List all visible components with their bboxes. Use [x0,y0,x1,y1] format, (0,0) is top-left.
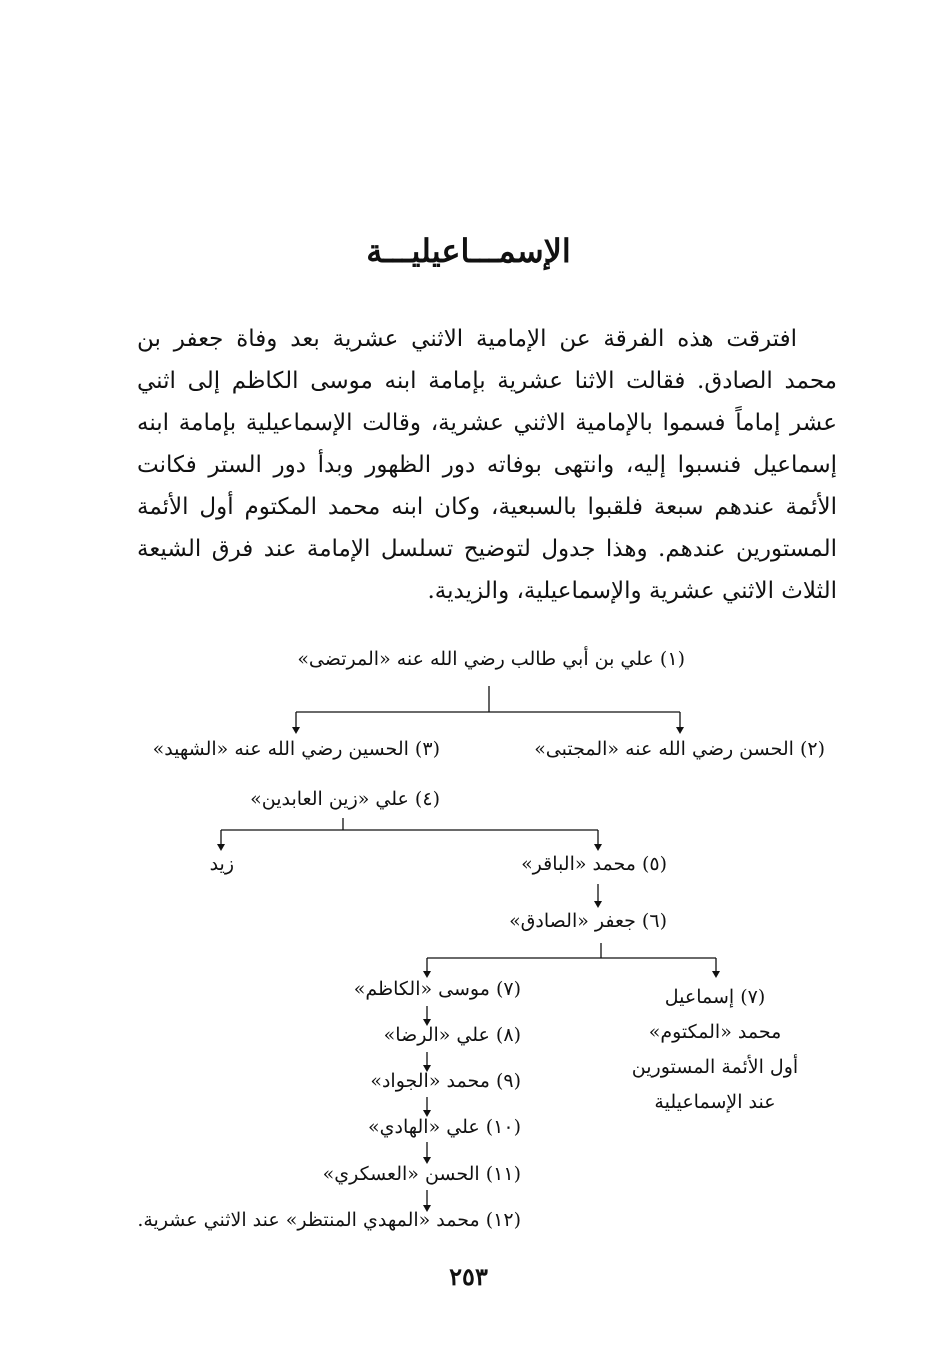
ismaili-line-4: عند الإسماعيلية [654,1091,776,1113]
node-imam-7-musa: (٧) موسى «الكاظم» [353,978,521,1000]
node-imam-5: (٥) محمد «الباقر» [521,853,667,875]
node-imam-3: (٣) الحسين رضي الله عنه «الشهيد» [152,738,440,760]
node-imam-4: (٤) علي «زين العابدين» [250,788,440,810]
node-zayd: زيد [209,853,234,875]
ismaili-line-2: محمد «المكتوم» [648,1021,782,1043]
node-imam-11: (١١) الحسن «العسكري» [322,1163,521,1185]
node-imam-6: (٦) جعفر «الصادق» [509,910,667,932]
node-imam-12: (١٢) محمد «المهدي المنتظر» عند الاثني عشرية. [137,1209,521,1231]
node-imam-9: (٩) محمد «الجواد» [370,1070,521,1092]
node-imam-2: (٢) الحسن رضي الله عنه «المجتبى» [534,738,825,760]
node-imam-8: (٨) علي «الرضا» [383,1024,521,1046]
node-imam-10: (١٠) علي «الهادي» [368,1116,521,1138]
chapter-title: الإسمـــاعيليـــة [366,232,571,270]
page-number: ٢٥٣ [449,1262,488,1291]
ismaili-line-1: (٧) إسماعيل [664,986,766,1008]
node-imam-1: (١) علي بن أبي طالب رضي الله عنه «المرتضى» [297,648,685,670]
ismaili-line-3: أول الأئمة المستورين [631,1056,799,1078]
paragraph-text: افترقت هذه الفرقة عن الإمامية الاثني عشرية بعد وفاة جعفر بن محمد الصادق. فقالت الاثنا عشرية بإمامة ابنه موسى الكاظم إلى اثني عشر إماماً فسموا بالإمامية الاثني عشرية، وقالت الإسماعيلية بإمامة ابنه إسماعيل فنسبوا إليه، وانتهى بوفاته دور الظهور وبدأ دور الستر فكانت الأئمة عندهم سبعة فلقبوا بالسبعية، وكان ابنه محمد المكتوم أول الأئمة المستورين عندهم. وهذا جدول لتوضيح تسلسل الإمامة عند فرق الشيعة الثلاث الاثني عشرية والإسماعيلية، والزيدية. [137,326,837,604]
ismaili-branch [620,980,810,1120]
